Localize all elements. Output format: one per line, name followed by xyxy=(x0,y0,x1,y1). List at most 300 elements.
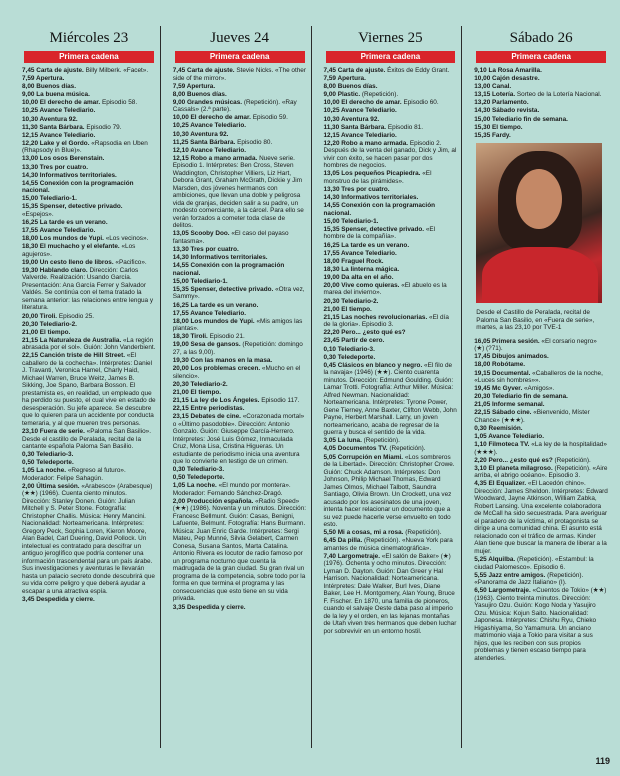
program-entry xyxy=(173,147,307,155)
program-entry xyxy=(22,352,156,427)
program-description: «Paloma San Basilio». Desde el castillo de Peralada, recital de la cantante española Paloma San Basilio. xyxy=(22,428,151,451)
program-entry xyxy=(22,132,156,140)
program-entry xyxy=(474,124,608,132)
program-time-title: 5,05 Corrupción en Miami. xyxy=(323,453,404,461)
program-description: Éxitos de Eddy Grant. xyxy=(387,67,450,74)
program-time-title: 3,05 La luna. xyxy=(323,437,362,445)
program-time-title: 15,30 El tiempo. xyxy=(474,123,523,131)
program-description: «El monstruo de las pirámides». xyxy=(323,170,432,185)
program-entry xyxy=(173,139,307,147)
channel-band: Primera cadena xyxy=(175,51,305,63)
program-time-title: 3,10 El planeta milagroso. xyxy=(474,464,553,472)
program-entry xyxy=(173,114,307,122)
program-entry xyxy=(173,413,307,466)
program-entry xyxy=(22,313,156,321)
program-time-title: 13,30 Tres por cuatro. xyxy=(22,163,89,171)
program-list-top xyxy=(474,67,608,139)
program-time-title: 10,30 Aventura 92. xyxy=(22,115,78,123)
program-entry xyxy=(22,172,156,180)
day-heading: Jueves 24 xyxy=(210,30,269,46)
program-entry xyxy=(474,116,608,124)
channel-band: Primera cadena xyxy=(476,51,606,63)
program-time-title: 20,30 Telediario-2. xyxy=(323,297,379,305)
program-entry xyxy=(173,155,307,230)
program-entry xyxy=(324,107,458,115)
program-description: «El corsario negro» (★) (?71). xyxy=(474,337,597,353)
program-time-title: 18,00 Los mundos de Yupi. xyxy=(172,317,255,325)
program-entry xyxy=(474,67,608,75)
program-entry xyxy=(324,242,458,250)
program-time-title: 0,50 Teledeporte. xyxy=(172,474,225,482)
program-entry xyxy=(173,341,307,356)
program-time-title: 10,30 Aventura 92. xyxy=(323,115,380,123)
program-entry xyxy=(22,180,156,195)
program-entry xyxy=(474,433,608,441)
program-description: (Repetición). «Ray Cassals» (2.ª parte). xyxy=(172,98,297,114)
program-description: Episodio 60. xyxy=(403,99,439,107)
program-entry xyxy=(22,259,156,267)
program-time-title: 12,15 Avance Telediario. xyxy=(323,131,397,139)
program-time-title: 22,15 Entre periodistas. xyxy=(172,404,245,412)
program-entry xyxy=(22,243,156,258)
program-entry xyxy=(474,338,608,353)
program-entry xyxy=(173,389,307,397)
program-time-title: 16,25 La tarde es un verano. xyxy=(172,301,259,309)
program-entry xyxy=(324,67,458,75)
program-time-title: 10,25 Avance Telediario. xyxy=(323,107,397,115)
program-time-title: 20,30 Telediario-2. xyxy=(172,380,228,388)
program-time-title: 14,30 Informativos territoriales. xyxy=(172,254,268,262)
program-time-title: 7,59 Apertura. xyxy=(22,75,65,83)
program-description: Stevie Nicks. «The other side of the mirror». xyxy=(172,67,306,82)
program-entry xyxy=(22,140,156,155)
program-entry xyxy=(324,314,458,329)
program-time-title: 10,25 Avance Telediario. xyxy=(22,107,96,115)
program-time-title: 19,45 Mc Gyver. xyxy=(474,385,523,393)
program-entry xyxy=(324,454,458,529)
program-entry xyxy=(474,556,608,571)
program-description: «La región abrasada por el sol». Guión: John Vanderbient. xyxy=(22,336,156,352)
program-entry xyxy=(324,202,458,217)
program-entry xyxy=(324,218,458,226)
program-time-title: 17,55 Avance Telediario. xyxy=(323,249,397,257)
program-list xyxy=(22,67,156,604)
program-entry xyxy=(324,553,458,636)
program-time-title: 8,00 Buenos días. xyxy=(172,90,227,98)
program-entry xyxy=(324,140,458,170)
program-entry xyxy=(324,194,458,202)
program-entry xyxy=(324,186,458,194)
program-entry xyxy=(324,529,458,537)
program-entry xyxy=(173,67,307,82)
program-entry xyxy=(324,306,458,314)
program-entry xyxy=(324,298,458,306)
program-time-title: 5,55 Jazz entre amigos. xyxy=(474,571,546,579)
program-time-title: 18,00 Los mundos de Yupi. xyxy=(22,235,104,243)
program-entry xyxy=(324,354,458,362)
program-entry xyxy=(324,537,458,552)
program-description: Episodio 21. xyxy=(209,333,245,341)
program-entry xyxy=(474,425,608,433)
program-time-title: 22,15 Canción triste de Hill Street. xyxy=(22,352,125,360)
program-time-title: 7,45 Carta de ajuste. xyxy=(22,67,84,74)
program-entry xyxy=(474,83,608,91)
program-time-title: 8,00 Buenos días. xyxy=(22,83,76,91)
program-entry xyxy=(173,604,307,612)
program-time-title: 19,30 Hablando claro. xyxy=(22,266,88,274)
program-entry xyxy=(173,498,307,603)
program-time-title: 10,30 Aventura 92. xyxy=(172,130,229,138)
program-list xyxy=(324,67,458,635)
program-entry xyxy=(22,451,156,459)
program-description: (Repetición). «Panorama de Jazz Italiano» (I). xyxy=(474,571,584,587)
program-time-title: 1,05 Avance Telediario. xyxy=(474,433,544,441)
channel-band: Primera cadena xyxy=(326,51,456,63)
program-entry xyxy=(22,428,156,451)
program-entry xyxy=(474,353,608,361)
program-time-title: 15,00 Telediario fin de semana. xyxy=(474,115,568,123)
program-entry xyxy=(22,267,156,312)
program-description: Episodio 2. Después de la venta del ganado, Dick y Jim, al vivir con éxito, se hacen pasar por dos hombres de negocios. xyxy=(323,139,457,170)
program-entry xyxy=(474,361,608,369)
program-time-title: 18,30 El muchacho y el elefante. xyxy=(22,243,120,251)
program-entry xyxy=(173,246,307,254)
program-description: «El hombre de la compañía». xyxy=(323,225,436,241)
program-description: «Caballeros de la noche, «Luces sin hombres»». xyxy=(474,369,603,385)
program-entry xyxy=(474,457,608,465)
program-description: (Repetición). «Estambul: la ciudad Palomesco». Episodio 6. xyxy=(474,556,594,571)
program-entry xyxy=(474,587,608,662)
program-time-title: 14,30 Sábado revista. xyxy=(474,107,540,115)
program-description: «Los agujeros». xyxy=(22,243,136,258)
program-description: «Mis amigos las plantas». xyxy=(172,317,303,333)
program-entry xyxy=(324,437,458,445)
program-entry xyxy=(173,474,307,482)
program-time-title: 21,15 La ley de Los Ángeles. xyxy=(172,396,260,404)
program-time-title: 15,35 Spenser, detective privado. xyxy=(172,285,274,293)
program-description: Episodio 59. xyxy=(252,114,288,122)
program-time-title: 10,25 Avance Telediario. xyxy=(172,122,247,130)
program-entry xyxy=(173,318,307,333)
program-entry xyxy=(173,254,307,262)
program-time-title: 5,50 Mi a cosas, mi a rosa. xyxy=(323,529,404,537)
program-description: Episodio 81. xyxy=(387,123,423,131)
program-entry xyxy=(324,75,458,83)
program-time-title: 12,10 Avance Telediario. xyxy=(172,146,247,154)
day-heading: Viernes 25 xyxy=(358,30,423,46)
program-description: «Espejos». xyxy=(22,210,54,218)
program-time-title: 7,59 Apertura. xyxy=(323,75,366,83)
program-description: «El mundo por montera». Moderador: Fernando Sánchez-Dragó. xyxy=(172,482,291,497)
program-entry xyxy=(22,467,156,482)
program-time-title: 18,30 La linterna mágica. xyxy=(323,265,400,273)
program-description: (Repetición). xyxy=(361,91,399,99)
program-entry xyxy=(474,107,608,115)
program-entry xyxy=(173,230,307,245)
program-time-title: 11,30 Santa Bárbara. xyxy=(22,123,85,131)
program-description: Episodio 58. xyxy=(101,99,138,107)
program-time-title: 0,50 Teledeporte. xyxy=(22,459,74,467)
program-time-title: 7,59 Apertura. xyxy=(172,82,216,90)
program-time-title: 14,55 Conexión con la programación nacional. xyxy=(323,202,436,217)
program-description: (Repetición). xyxy=(389,445,426,453)
program-description: «Regreso al futuro». Moderador: Felipe Sahagún. xyxy=(22,467,126,482)
program-entry xyxy=(474,370,608,385)
program-time-title: 19,15 Documental. xyxy=(474,369,531,377)
program-description: (Repetición). «Aire arriba, el abrigo océano». Episodio 3. xyxy=(474,464,608,480)
program-time-title: 21,15 Las noches revolucionarias. xyxy=(323,313,428,321)
program-time-title: 15,00 Telediario-1. xyxy=(22,195,77,203)
program-time-title: 10,00 El derecho de amar. xyxy=(323,99,402,107)
program-time-title: 20,00 Los problemas crecen. xyxy=(172,365,261,373)
program-entry xyxy=(22,321,156,329)
program-time-title: 14,55 Conexión con la programación nacional. xyxy=(172,262,285,277)
program-time-title: 0,45 Clásicos en blanco y negro. xyxy=(323,361,423,369)
column-wednesday xyxy=(22,26,161,748)
program-time-title: 11,30 Santa Bárbara. xyxy=(323,123,387,131)
program-description: Billy Milberk. «Facet». xyxy=(85,67,149,74)
program-description: «El filo de la navaja» (1946) (★★). Ciento cuarenta minutos. Dirección: Edmund Goulding. Guión: Lamar Trotti. Fotografía: Arthur Miller. Música: Alfred Newman. Nacionalidad: Norteamericana. Intérpretes: Tyrone Power, Gene Tierney, Anne Baxter, Clifton Webb, John Payne, Herbert Marshall. Larry, un joven norteamericano, acaba de regresar de la guerra y busca el sentido de la vida. xyxy=(323,361,457,437)
photo-caption: Desde el Castillo de Peralada, recital de Paloma San Basilio, en «Fuera de serie», martes, a las 23,10 por TVE-1 xyxy=(476,309,595,332)
program-time-title: 18,30 Tiroli. xyxy=(172,333,208,341)
program-time-title: 4,05 Documentos TV. xyxy=(323,445,388,453)
day-heading: Sábado 26 xyxy=(509,30,573,46)
program-description: Dirección: Carlos Valverde. Realización: Usando García. Presentación: Ana García Ferrer y Salvador Valdés. Se continúa con el tema tratado la semana anterior: las relaciones entre lengua y literatura. xyxy=(22,266,154,312)
program-entry xyxy=(324,266,458,274)
program-time-title: 2,20 Pero... ¿esto qué es? xyxy=(474,456,553,464)
program-description: «El caso del payaso fantasma». xyxy=(172,230,289,245)
program-entry xyxy=(173,466,307,474)
program-description: Episodio 117. xyxy=(261,396,300,404)
program-description: «El Lacedón chino». Dirección: James Sheldon. Intérpretes: Edward Woodward, Jayne Atkinson, William Zabka, Robert Lansing. Una excelente colaboradora de McCall ha sido secuestrada. Para averiguar el paradero de la víctima, el protagonista se dirige a una comunidad china. El asunto está relacionado con el tráfico de armas. Kinder Alan tiene que buscar la manera de liberar a la mujer. xyxy=(474,480,608,555)
program-time-title: 10,00 El derecho de amar. xyxy=(172,114,251,122)
program-time-title: 13,00 Canal. xyxy=(474,83,512,91)
program-entry xyxy=(22,75,156,83)
program-time-title: 10,00 El derecho de amar. xyxy=(22,99,101,107)
program-entry xyxy=(22,164,156,172)
program-description: Nueve serie. Episodio 1. Intérpretes: Ben Cross, Steven Waddington, Christopher Villiers, Liz Hart, Debora Grant, Graham McGrath, Dickie y Jim Marsden, dos jóvenes hermanos con ambiciones, que llevan una doble y peligrosa vida de granjas, deciden salir a su padre, un modesto comerciante, a la cárcel. Para ello se verán forzados a cometer toda clase de delitos. xyxy=(172,154,304,230)
program-time-title: 13,30 Tres por cuatro. xyxy=(172,246,239,254)
program-description: «Arabesco» (Arabesque) (★★) (1966). Cuenta ciento minutos. Dirección: Stanley Donen. Guión: Julian Mitchell y S. Peter Stone. Fotografía: Christopher Challis. Música: Henry Mancini. Nacionalidad: Norteamericana. Intérpretes: Gregory Peck, Sophia Loren, Kieron Moore, Alan Badel, Carl Duering, David Pollock. Un intelectual es contratado para descifrar un antiguo jeroglífico que podría contener una información trascendental para un país árabe. Sus investigaciones y aventuras le llevarán hasta un palacio secreto donde descubrirá que su vida corre peligro y que deberá ayudar a escapar a una atractiva espía. xyxy=(22,482,155,595)
program-entry xyxy=(324,124,458,132)
program-time-title: 19,00 Un cesto lleno de libros. xyxy=(22,258,114,266)
program-entry xyxy=(474,572,608,587)
program-time-title: 20,00 Vive como quieras. xyxy=(323,281,400,289)
program-time-title: 3,45 Despedida y cierre. xyxy=(22,596,95,603)
program-time-title: 0,30 Reemisión. xyxy=(474,425,523,432)
program-entry xyxy=(173,310,307,318)
program-entry xyxy=(173,91,307,99)
program-time-title: 1,05 La noche. xyxy=(22,467,67,475)
page-number: 119 xyxy=(595,756,610,766)
program-time-title: 20,30 Telediario-2. xyxy=(22,320,77,328)
program-entry xyxy=(474,441,608,456)
program-description: «Los vecinos». xyxy=(105,235,149,243)
program-description: «La ley de la hospitalidad» (★★★). xyxy=(474,441,607,456)
program-time-title: 6,45 Da pilla. xyxy=(323,537,363,545)
program-time-title: 21,05 Informe semanal. xyxy=(474,401,545,409)
program-time-title: 13,20 Parlamento. xyxy=(474,99,529,107)
program-entry xyxy=(22,83,156,91)
program-entry xyxy=(324,337,458,345)
program-time-title: 0,30 Telediario-3. xyxy=(22,451,74,459)
program-time-title: 12,20 Lake y el Gordo. xyxy=(22,139,90,147)
program-time-title: 14,30 Informativos territoriales. xyxy=(22,171,117,179)
program-description: «Radio Speed» (★★) (1986). Noventa y un minutos. Dirección: Francesc Bellmunt. Guión: Casas, Benigni, Lafuente, Belmunt. Fotografía: Hans Burmann. Música: Juan Enric Garde. Intérpretes: Sergi Mateu, Pep Munné, Silvia Gelabert, Carmen Conesa, Susana Santos, Marta Catalina. Antonio Rivera es locutor de radio famoso por un programa nocturno que cuenta la madrugada de la gran ciudad. Su gran rival un programa de la competencia, sobre todo por la forma en que termina el programa y las consecuencias que esto tiene en su vida privada. xyxy=(172,497,307,603)
channel-band: Primera cadena xyxy=(24,51,154,63)
program-description: Sorteo de la Lotería Nacional. xyxy=(516,91,602,99)
program-entry xyxy=(173,286,307,301)
program-entry xyxy=(22,124,156,132)
program-time-title: 7,45 Carta de ajuste. xyxy=(323,67,386,74)
program-entry xyxy=(173,99,307,114)
program-entry xyxy=(324,258,458,266)
program-time-title: 13,05 Scooby Doo. xyxy=(172,230,230,238)
column-thursday xyxy=(173,26,312,748)
program-entry xyxy=(173,333,307,341)
program-time-title: 1,05 La noche. xyxy=(172,482,217,490)
program-time-title: 13,00 Los osos Berenstain. xyxy=(22,155,105,163)
program-entry xyxy=(22,235,156,243)
program-time-title: 20,00 Tiroli. xyxy=(22,312,58,320)
program-entry xyxy=(173,397,307,405)
program-time-title: 2,00 Producción española. xyxy=(172,497,254,505)
program-time-title: 18,00 Robótame. xyxy=(474,361,526,369)
program-time-title: 15,00 Telediario-1. xyxy=(172,277,228,285)
program-entry xyxy=(173,405,307,413)
program-time-title: 10,00 Cajón desastre. xyxy=(474,75,540,83)
program-entry xyxy=(474,99,608,107)
program-description: «Pacifico». xyxy=(115,258,147,266)
program-time-title: 0,30 Telediario-3. xyxy=(172,466,225,474)
program-time-title: 22,20 Pero... ¿esto qué es? xyxy=(323,329,406,337)
program-list xyxy=(173,67,307,611)
program-description: «El salón de Baker» (★) (1976). Ochenta y ocho minutos. Dirección: Lyman D. Dayton. Guión: Dan Greer y Hal Harrison. Nacionalidad: Norteamericana. Intérpretes: Dale Walker, Burl Ives, Diane Baker, Lee H. Montgomery, Alan Young, Bruce F. Fischer. En 1870, una familia de pioneros, cuando el salvaje Oeste daba paso al imperio de la ley y el orden, en las lejanas montañas de Utah viven tres hermanos que deben luchar por sobrevivir en un entorno hostil. xyxy=(323,552,457,635)
program-description: «El caballero de la cochecha». Intérpretes: Daniel J. Travanti, Veronica Hamel, Charly Haid, Michael Warren, Bruce Weitz, James B. Sikking, Joe Spano, Barbara Bosson. El prestamista es, en realidad, un empleado que ha perdido su puesto, el cual vive en estado de desesperación. Su jefe aparece. Se descubre que lo quieren para un accidente por conducta temeraria, y al que mueren tres personas. xyxy=(22,352,156,427)
program-time-title: 14,55 Conexión con la programación nacional. xyxy=(22,179,134,195)
program-time-title: 3,35 Despedida y cierre. xyxy=(172,603,246,611)
program-entry xyxy=(173,381,307,389)
program-description: (Repetición). xyxy=(405,529,442,537)
day-heading: Miércoles 23 xyxy=(49,30,129,46)
program-entry xyxy=(22,99,156,107)
program-description: «El abuelo es la marea del invierno». xyxy=(323,281,447,297)
program-entry xyxy=(173,302,307,310)
program-entry xyxy=(324,362,458,437)
program-time-title: 19,00 Da alta en el año. xyxy=(323,273,394,281)
program-time-title: 9,00 Plastic. xyxy=(323,91,361,99)
program-entry xyxy=(474,132,608,140)
program-time-title: 11,25 Santa Bárbara. xyxy=(172,138,236,146)
program-entry xyxy=(324,226,458,241)
program-entry xyxy=(173,278,307,286)
program-entry xyxy=(474,91,608,99)
program-description: «Otra vez, Sammy». xyxy=(172,285,305,301)
program-time-title: 15,35 Spenser, detective privado. xyxy=(22,203,123,211)
program-entry xyxy=(22,329,156,337)
program-entry xyxy=(474,409,608,424)
program-entry xyxy=(324,274,458,282)
program-entry xyxy=(324,132,458,140)
program-time-title: 17,45 Dibujos animados. xyxy=(474,353,549,361)
program-time-title: 1,10 Filmoteca TV. xyxy=(474,441,530,449)
program-description: (Repetición). xyxy=(363,437,400,445)
program-time-title: 12,15 Robo a mano armada. xyxy=(172,154,258,162)
program-time-title: 21,00 El tiempo. xyxy=(22,328,71,336)
program-description: Episodio 80. xyxy=(237,138,273,146)
program-time-title: 12,20 Robo a mano armada. xyxy=(323,139,409,147)
program-entry xyxy=(173,131,307,139)
program-time-title: 6,50 Largometraje. xyxy=(474,587,531,595)
program-time-title: 23,45 Partir de cero. xyxy=(323,337,385,345)
program-entry xyxy=(474,465,608,480)
program-description: (Repetición). xyxy=(554,456,591,464)
program-entry xyxy=(173,262,307,277)
program-entry xyxy=(22,459,156,467)
program-entry xyxy=(22,107,156,115)
program-time-title: 21,00 El tiempo. xyxy=(172,388,222,396)
program-description: «Rapsodia en Uben (Rhapsody in Blue)». xyxy=(22,139,148,155)
program-time-title: 15,35 Spenser, detective privado. xyxy=(323,225,425,233)
program-entry xyxy=(173,357,307,365)
singer-photo xyxy=(476,143,602,303)
program-entry xyxy=(173,83,307,91)
program-entry xyxy=(22,227,156,235)
program-time-title: 22,15 Sábado cine. xyxy=(474,409,532,417)
program-description: Episodio 25. xyxy=(58,312,95,320)
column-saturday xyxy=(474,26,612,748)
program-time-title: 0,30 Teledeporte. xyxy=(323,353,376,361)
program-entry xyxy=(324,116,458,124)
program-entry xyxy=(22,596,156,604)
program-time-title: 19,30 Con las manos en la masa. xyxy=(172,356,273,364)
program-description: (Repetición: domingo 27, a las 9,00). xyxy=(172,341,303,356)
program-time-title: 16,25 La tarde es un verano. xyxy=(323,241,410,249)
program-time-title: 0,10 Telediario-3. xyxy=(323,345,375,353)
program-entry xyxy=(324,170,458,185)
program-time-title: 5,25 Alquilba. xyxy=(474,556,516,564)
program-time-title: 23,10 Fuera de serie. xyxy=(22,428,85,436)
program-time-title: 13,05 Los pequeños Picapiedra. xyxy=(323,170,421,178)
program-description: «Bienvenido, Míster Chance» (★★★). xyxy=(474,409,590,424)
program-time-title: 8,00 Buenos días. xyxy=(323,83,378,91)
program-time-title: 13,15 Lotería. xyxy=(474,91,516,99)
program-time-title: 21,00 El tiempo. xyxy=(323,305,372,313)
program-time-title: 9,00 Grandes músicas. xyxy=(172,98,243,106)
program-list xyxy=(474,338,608,663)
program-entry xyxy=(22,67,156,75)
photo-dress xyxy=(482,247,598,303)
program-entry xyxy=(324,445,458,453)
program-entry xyxy=(324,346,458,354)
program-entry xyxy=(324,83,458,91)
program-time-title: 16,05 Primera sesión. xyxy=(474,337,540,345)
program-entry xyxy=(324,99,458,107)
program-entry xyxy=(22,195,156,203)
schedule-columns xyxy=(22,26,612,748)
program-entry xyxy=(22,91,156,99)
program-entry xyxy=(22,155,156,163)
program-entry xyxy=(22,203,156,218)
program-description: «Los sombreros de la Libertad». Dirección: Christopher Crowe. Guión: Chuck Adamson. Intérpretes: Don Johnson, Philip Michael Thomas, Edward James Olmos, Michael Talbott, Saundra Santiago, Olivia Brown. Un Crockett, una vez acusado por los asesinatos de una joven, intenta hacer relacionar un documento que a su vez puede hacerle verse envuelto en todo esto. xyxy=(323,453,455,528)
program-entry xyxy=(324,282,458,297)
program-time-title: 15,35 Fardy. xyxy=(474,131,511,139)
program-time-title: 16,25 La tarde es un verano. xyxy=(22,219,108,226)
program-entry xyxy=(22,337,156,352)
program-time-title: 4,35 El Equalizer. xyxy=(474,480,527,488)
program-entry xyxy=(22,219,156,227)
program-entry xyxy=(474,75,608,83)
